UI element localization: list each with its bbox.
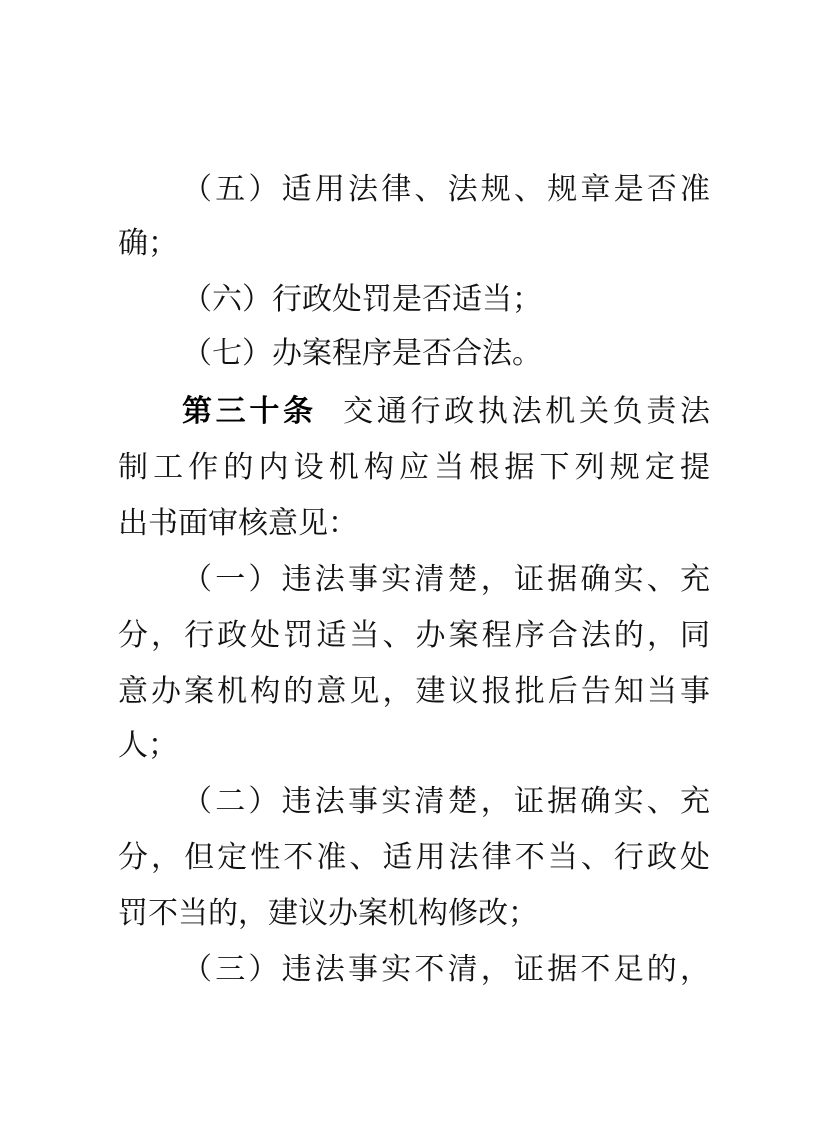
- text-line: 交通行政执法机关负责法: [343, 394, 710, 429]
- text-line: （一）违法事实清楚，证据确实、充: [182, 562, 710, 597]
- text-line: 罚不当的，建议办案机构修改；: [118, 896, 538, 931]
- text-line: （三）违法事实不清，证据不足的，: [182, 952, 710, 987]
- article-heading: 第三十条: [182, 394, 317, 429]
- text-line: （六）行政处罚是否适当；: [182, 282, 542, 317]
- text-line: （二）违法事实清楚，证据确实、充: [182, 784, 710, 819]
- article-30-first-line: [182, 386, 710, 438]
- text-line: （七）办案程序是否合法。: [182, 336, 542, 371]
- text-line: 分，但定性不准、适用法律不当、行政处: [118, 840, 710, 875]
- text-line: 意办案机构的意见，建议报批后告知当事: [118, 674, 710, 709]
- text-line: 人；: [118, 728, 178, 763]
- text-line: 出书面审核意见：: [118, 506, 358, 541]
- text-line: 分，行政处罚适当、办案程序合法的，同: [118, 618, 710, 653]
- text-line: （五）适用法律、法规、规章是否准: [182, 172, 710, 207]
- text-line: 确；: [118, 226, 178, 261]
- text-line: 制工作的内设机构应当根据下列规定提: [118, 450, 710, 485]
